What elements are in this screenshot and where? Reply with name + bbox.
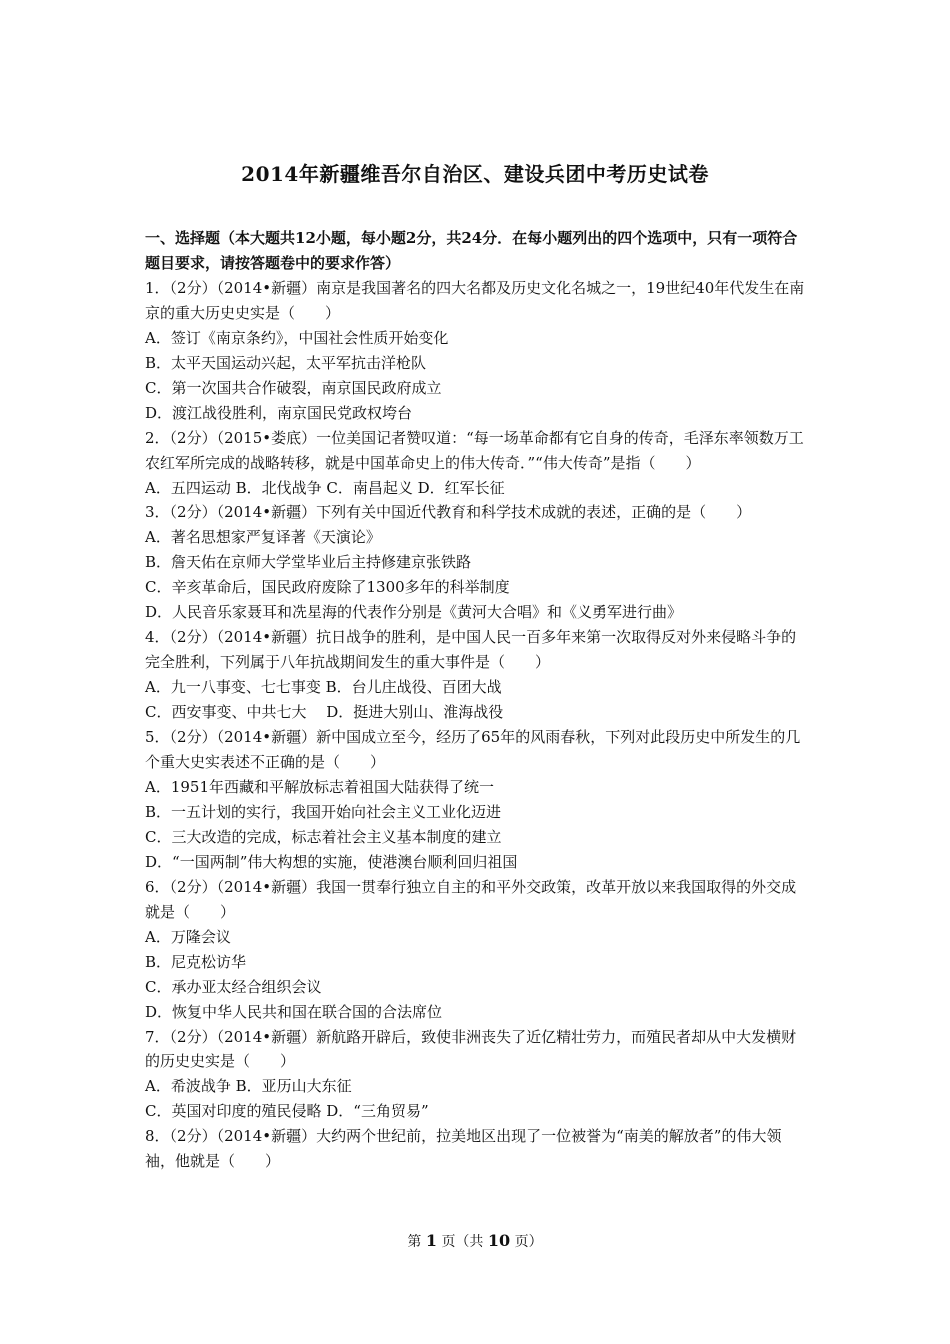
- footer-prefix: 第: [407, 1234, 422, 1250]
- option: B．一五计划的实行，我国开始向社会主义工业化迈进: [145, 802, 502, 821]
- option: C．西安事变、中共七大 D．挺进大别山、淮海战役: [145, 703, 504, 722]
- option: C．英国对印度的殖民侵略 D．“三角贸易”: [145, 1102, 429, 1121]
- question-stem: 7．（2分）（2014•新疆）新航路开辟后，致使非洲丧失了近亿精壮劳力，而殖民者却从中大发横财的历史史实是（ ）: [145, 1027, 797, 1071]
- option: D．恢复中华人民共和国在联合国的合法席位: [145, 1002, 443, 1021]
- option: B．詹天佑在京师大学堂毕业后主持修建京张铁路: [145, 553, 472, 572]
- page-footer: [0, 1231, 950, 1251]
- option: C．承办亚太经合组织会议: [145, 977, 322, 996]
- option: D．“一国两制”伟大构想的实施，使港澳台顺利回归祖国: [145, 852, 518, 871]
- option: C．三大改造的完成，标志着社会主义基本制度的建立: [145, 827, 502, 846]
- question-stem: 4．（2分）（2014•新疆）抗日战争的胜利，是中国人民一百多年来第一次取得反对外来侵略斗争的完全胜利，下列属于八年抗战期间发生的重大事件是（ ）: [145, 628, 797, 672]
- option: D．渡江战役胜利，南京国民党政权垮台: [145, 403, 413, 422]
- option: A．万隆会议: [145, 927, 231, 946]
- option: B．尼克松访华: [145, 952, 247, 971]
- option: D．人民音乐家聂耳和冼星海的代表作分别是《黄河大合唱》和《义勇军进行曲》: [145, 603, 683, 622]
- option: A．签订《南京条约》，中国社会性质开始变化: [145, 328, 449, 347]
- option: C．第一次国共合作破裂，南京国民政府成立: [145, 378, 442, 397]
- exam-content: [145, 226, 810, 1174]
- question-stem: 2．（2分）（2015•娄底）一位美国记者赞叹道：“每一场革命都有它自身的传奇，毛泽东率领数万工农红军所完成的战略转移，就是中国革命史上的伟大传奇．”“伟大传奇”是指（ ）: [145, 428, 804, 472]
- page-title: 2014年新疆维吾尔自治区、建设兵团中考历史试卷: [241, 162, 709, 186]
- option: A．五四运动 B．北伐战争 C．南昌起义 D．红军长征: [145, 478, 505, 497]
- footer-suffix: 页）: [514, 1234, 543, 1250]
- option: C．辛亥革命后，国民政府废除了1300多年的科举制度: [145, 578, 510, 597]
- question-stem: 8．（2分）（2014•新疆）大约两个世纪前，拉美地区出现了一位被誉为“南美的解放者”的伟大领袖，他就是（ ）: [145, 1127, 782, 1171]
- section-heading: 一、选择题（本大题共12小题，每小题2分，共24分．在每小题列出的四个选项中，只有一项符合题目要求，请按答题卷中的要求作答）: [145, 229, 798, 272]
- question-stem: 5．（2分）（2014•新疆）新中国成立至今，经历了65年的风雨春秋，下列对此段历史中所发生的几个重大史实表述不正确的是（ ）: [145, 728, 801, 772]
- option: B．太平天国运动兴起，太平军抗击洋枪队: [145, 353, 427, 372]
- option: A．希波战争 B．亚历山大东征: [145, 1077, 352, 1096]
- footer-page-number: 1: [425, 1231, 437, 1250]
- footer-total-pages: 10: [487, 1231, 511, 1250]
- question-stem: 1．（2分）（2014•新疆）南京是我国著名的四大名都及历史文化名城之一，19世纪40年代发生在南京的重大历史史实是（ ）: [145, 278, 805, 322]
- footer-middle: 页（共: [441, 1234, 484, 1250]
- option: A．1951年西藏和平解放标志着祖国大陆获得了统一: [145, 777, 495, 796]
- question-stem: 3．（2分）（2014•新疆）下列有关中国近代教育和科学技术成就的表述，正确的是（ ）: [145, 503, 752, 522]
- question-stem: 6．（2分）（2014•新疆）我国一贯奉行独立自主的和平外交政策，改革开放以来我国取得的外交成就是（ ）: [145, 877, 797, 921]
- option: A．著名思想家严复译著《天演论》: [145, 528, 381, 547]
- option: A．九一八事变、七七事变 B．台儿庄战役、百团大战: [145, 678, 502, 697]
